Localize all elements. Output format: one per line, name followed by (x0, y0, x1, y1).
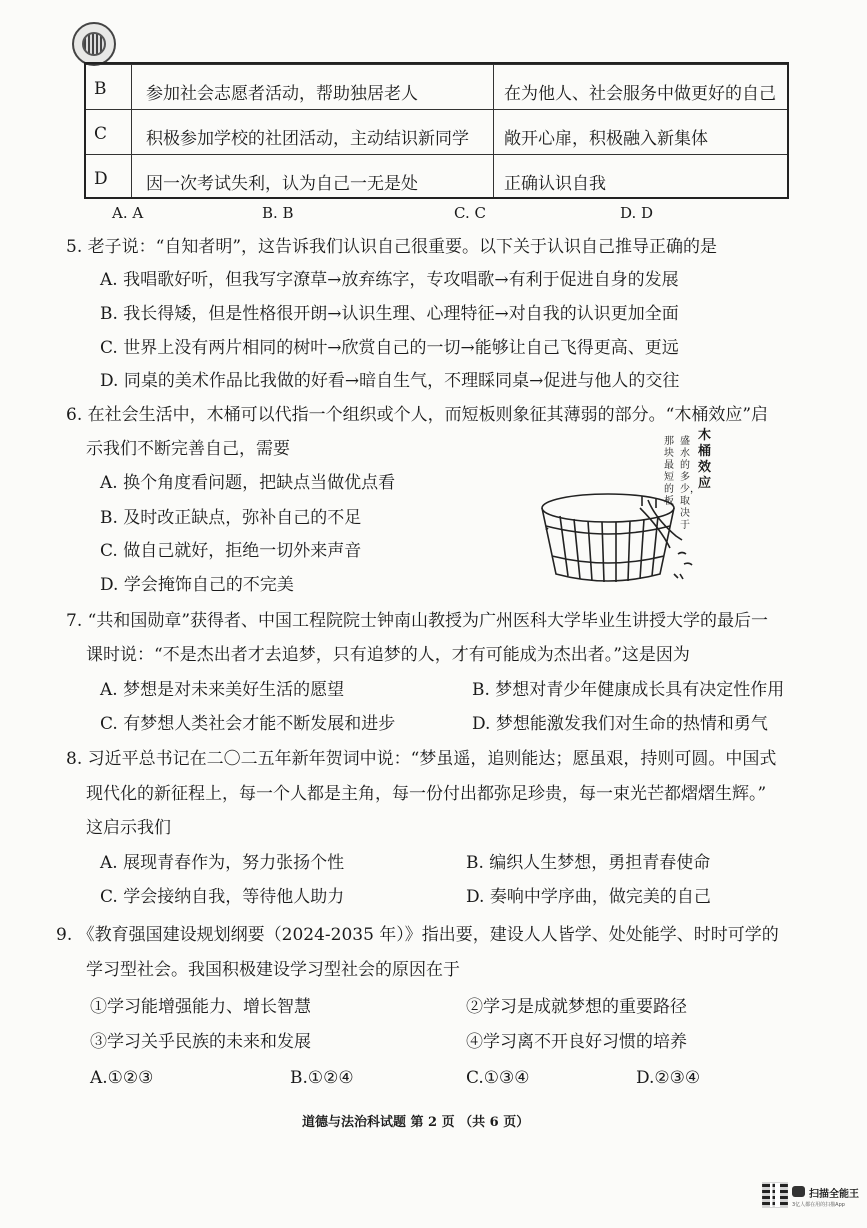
q5-option-b: B. 我长得矮，但是性格很开朗→认识生理、心理特征→对自我的认识更加全面 (100, 304, 679, 324)
q5-option-c: C. 世界上没有两片相同的树叶→欣赏自己的一切→能够让自己飞得更高、更远 (100, 338, 679, 358)
q5-stem: 5. 老子说：“自知者明”，这告诉我们认识自己很重要。以下关于认识自己推导正确的是 (66, 237, 718, 257)
table-row (86, 64, 787, 110)
scanner-app-icon (792, 1186, 805, 1197)
q6-option-c: C. 做自己就好，拒绝一切外来声音 (100, 541, 362, 561)
q9-option-b: B.①②④ (290, 1068, 354, 1088)
table-row (86, 109, 787, 155)
q8-option-d: D. 奏响中学序曲，做完美的自己 (466, 887, 711, 907)
q8-option-c: C. 学会接纳自我，等待他人助力 (100, 887, 345, 907)
table-cell-meaning: 敞开心扉，积极融入新集体 (504, 129, 708, 149)
barrel-figure-caption-right: 盛水的多少，取决于 (680, 436, 700, 531)
q9-option-a: A.①②③ (90, 1068, 154, 1088)
q7-option-b: B. 梦想对青少年健康成长具有决定性作用 (472, 680, 785, 700)
q8-option-a: A. 展现青春作为，努力张扬个性 (100, 853, 345, 873)
table-cell-label: B (94, 79, 107, 99)
q5-option-d: D. 同桌的美术作品比我做的好看→暗自生气，不理睬同桌→促进与他人的交往 (100, 371, 680, 391)
q4-option-d: D. D (620, 204, 654, 222)
q6-option-a: A. 换个角度看问题，把缺点当做优点看 (100, 473, 396, 493)
q9-option-c: C.①③④ (466, 1068, 530, 1088)
barrel-figure-title: 木桶效应 (698, 428, 712, 491)
scanner-watermark-label: 扫描全能王 (809, 1189, 859, 1200)
q6-option-d: D. 学会掩饰自己的不完美 (100, 575, 294, 595)
q7-stem-line1: 7. “共和国勋章”获得者、中国工程院院士钟南山教授为广州医科大学毕业生讲授大学的最后一 (66, 611, 769, 631)
q7-stem-line2: 课时说：“不是杰出者才去追梦，只有追梦的人，才有可能成为杰出者。”这是因为 (86, 645, 690, 665)
barrel-figure-caption-left: 那块最短的板 (664, 436, 674, 507)
scanner-watermark-sub: 3亿人都在用的扫描App (792, 1202, 845, 1208)
table-cell-meaning: 正确认识自我 (504, 174, 606, 194)
q8-stem-line3: 这启示我们 (86, 818, 171, 838)
table-cell-event: 因一次考试失利，认为自己一无是处 (146, 174, 418, 194)
q8-stem-line2: 现代化的新征程上，每一个人都是主角，每一份付出都弥足珍贵，每一束光芒都熠熠生辉。” (86, 784, 767, 804)
q4-option-a: A. A (112, 204, 144, 222)
table-cell-label: C (94, 124, 108, 144)
q9-stem-line1: 9. 《教育强国建设规划纲要（2024-2035 年）》指出要，建设人人皆学、处处能学、时时可学的 (56, 925, 779, 945)
q8-option-b: B. 编织人生梦想，勇担青春使命 (466, 853, 711, 873)
table-cell-event: 积极参加学校的社团活动，主动结识新同学 (146, 129, 469, 149)
qr-code-overlay (762, 1182, 788, 1208)
q7-option-a: A. 梦想是对未来美好生活的愿望 (100, 680, 345, 700)
table-cell-label: D (94, 169, 108, 189)
q8-stem-line1: 8. 习近平总书记在二〇二五年新年贺词中说：“梦虽遥，追则能达；愿虽艰，持则可圆。中国式 (66, 749, 777, 769)
q9-option-d: D.②③④ (636, 1068, 701, 1088)
q6-option-b: B. 及时改正缺点，弥补自己的不足 (100, 508, 362, 528)
q6-stem-line2: 示我们不断完善自己，需要 (86, 439, 290, 459)
table-cell-meaning: 在为他人、社会服务中做更好的自己 (504, 84, 776, 104)
barrel-figure (530, 428, 830, 588)
answer-table (84, 62, 789, 199)
q9-statement-4: ④学习离不开良好习惯的培养 (466, 1032, 687, 1052)
page-footer: 道德与法治科试题 第 2 页 （共 6 页） (302, 1115, 530, 1130)
q9-stem-line2: 学习型社会。我国积极建设学习型社会的原因在于 (86, 960, 460, 980)
q5-option-a: A. 我唱歌好听，但我写字潦草→放弃练字，专攻唱歌→有利于促进自身的发展 (100, 270, 679, 290)
q6-stem-line1: 6. 在社会生活中，木桶可以代指一个组织或个人，而短板则象征其薄弱的部分。“木桶效应”启 (66, 405, 769, 425)
q7-option-c: C. 有梦想人类社会才能不断发展和进步 (100, 714, 396, 734)
q4-option-c: C. C (454, 204, 486, 222)
school-seal-logo (72, 22, 116, 66)
q4-option-b: B. B (262, 204, 294, 222)
q9-statement-1: ①学习能增强能力、增长智慧 (90, 997, 311, 1017)
q7-option-d: D. 梦想能激发我们对生命的热情和勇气 (472, 714, 768, 734)
q9-statement-3: ③学习关乎民族的未来和发展 (90, 1032, 311, 1052)
q9-statement-2: ②学习是成就梦想的重要路径 (466, 997, 687, 1017)
table-cell-event: 参加社会志愿者活动，帮助独居老人 (146, 84, 418, 104)
table-row (86, 154, 787, 200)
